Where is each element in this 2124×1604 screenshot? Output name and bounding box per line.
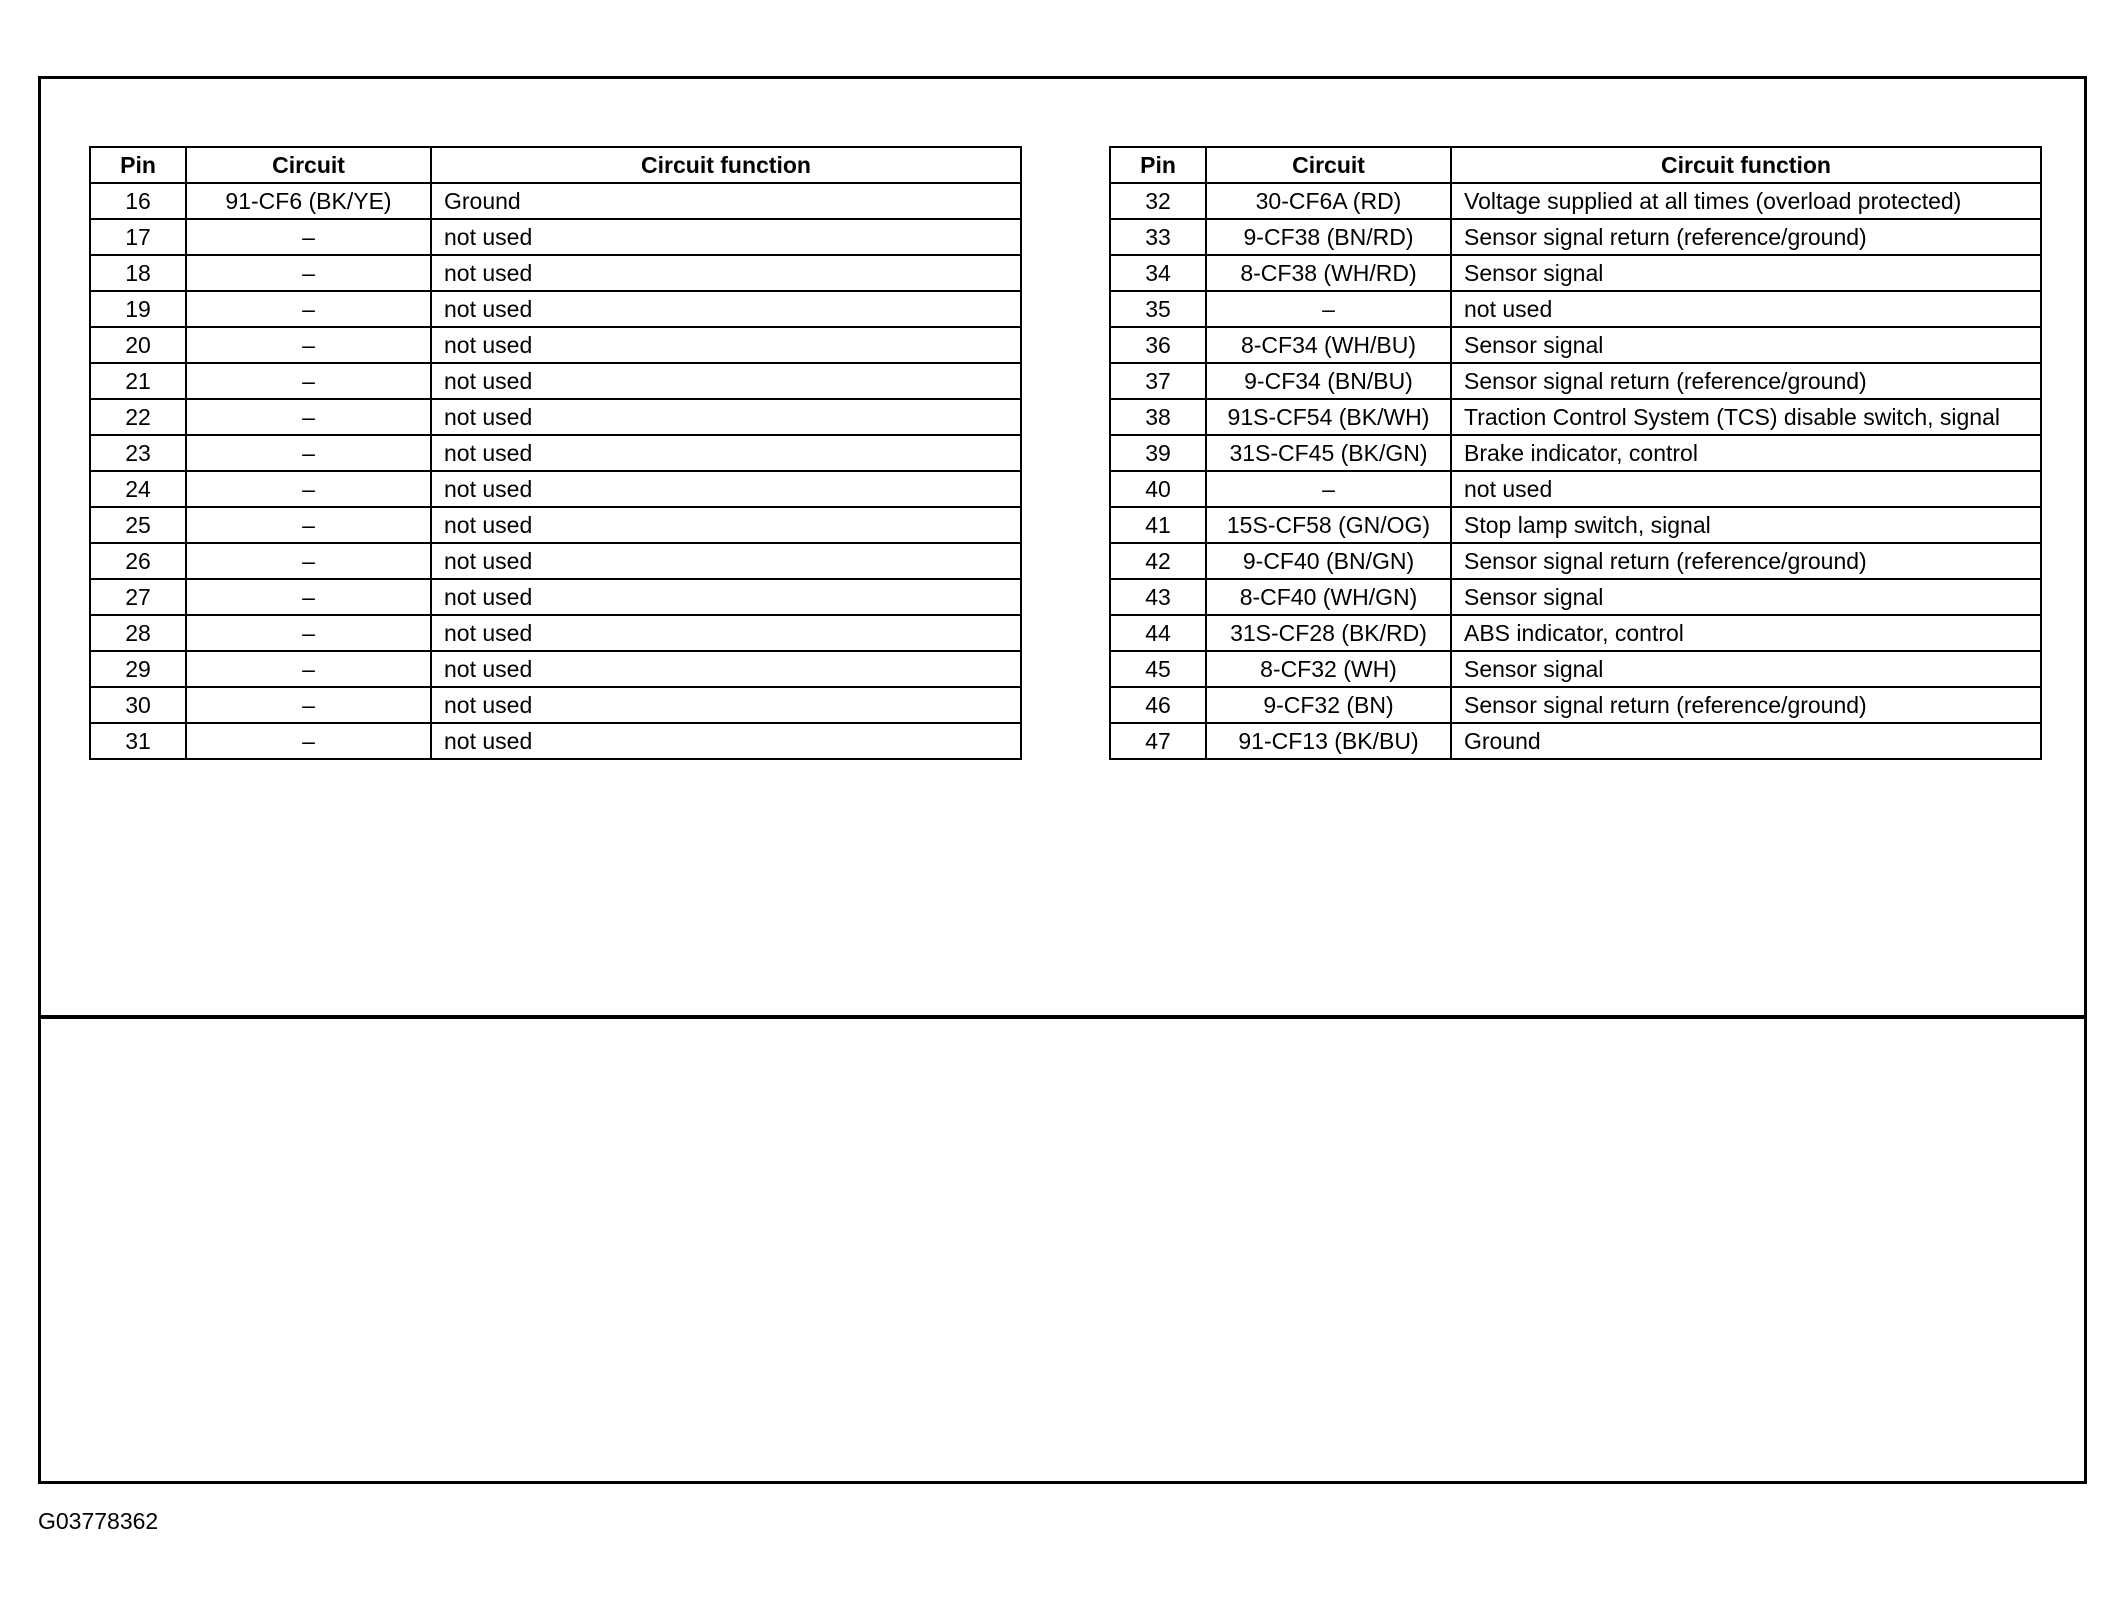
cell-pin: 30 (90, 687, 186, 723)
cell-circuit-function: Traction Control System (TCS) disable switch, signal (1451, 399, 2041, 435)
cell-pin: 25 (90, 507, 186, 543)
cell-circuit: 91-CF6 (BK/YE) (186, 183, 431, 219)
cell-circuit-function: Brake indicator, control (1451, 435, 2041, 471)
cell-pin: 21 (90, 363, 186, 399)
cell-circuit-function: not used (431, 615, 1021, 651)
cell-circuit: – (186, 327, 431, 363)
cell-circuit-function: not used (431, 291, 1021, 327)
cell-pin: 24 (90, 471, 186, 507)
table-row (90, 183, 1021, 219)
cell-circuit-function: not used (431, 219, 1021, 255)
cell-pin: 45 (1110, 651, 1206, 687)
cell-pin: 17 (90, 219, 186, 255)
table-row (1110, 723, 2041, 759)
table-row (90, 723, 1021, 759)
cell-circuit-function: not used (431, 579, 1021, 615)
cell-circuit: – (186, 291, 431, 327)
cell-pin: 42 (1110, 543, 1206, 579)
table-row (90, 471, 1021, 507)
table-row (1110, 183, 2041, 219)
table-row (1110, 435, 2041, 471)
table-row (1110, 687, 2041, 723)
cell-circuit: – (186, 471, 431, 507)
cell-pin: 32 (1110, 183, 1206, 219)
cell-circuit-function: Ground (431, 183, 1021, 219)
cell-circuit: – (186, 723, 431, 759)
cell-circuit: 8-CF38 (WH/RD) (1206, 255, 1451, 291)
table-row (90, 291, 1021, 327)
cell-pin: 37 (1110, 363, 1206, 399)
table-header-row (90, 147, 1021, 183)
section-divider (41, 1015, 2084, 1019)
cell-pin: 23 (90, 435, 186, 471)
pin-table-left (89, 146, 1022, 760)
cell-circuit: – (186, 363, 431, 399)
document-frame (38, 76, 2087, 1484)
cell-circuit-function: Sensor signal (1451, 255, 2041, 291)
cell-circuit: 9-CF32 (BN) (1206, 687, 1451, 723)
cell-circuit: 15S-CF58 (GN/OG) (1206, 507, 1451, 543)
header-circuit: Circuit (1206, 147, 1451, 183)
cell-pin: 46 (1110, 687, 1206, 723)
table-row (90, 687, 1021, 723)
cell-circuit: – (186, 687, 431, 723)
cell-circuit: – (186, 507, 431, 543)
cell-pin: 19 (90, 291, 186, 327)
cell-circuit-function: Voltage supplied at all times (overload protected) (1451, 183, 2041, 219)
cell-circuit-function: not used (431, 543, 1021, 579)
cell-pin: 22 (90, 399, 186, 435)
cell-pin: 44 (1110, 615, 1206, 651)
table-header-row (1110, 147, 2041, 183)
cell-circuit: 31S-CF45 (BK/GN) (1206, 435, 1451, 471)
cell-circuit-function: not used (431, 363, 1021, 399)
table-row (90, 615, 1021, 651)
cell-circuit-function: not used (431, 255, 1021, 291)
cell-pin: 35 (1110, 291, 1206, 327)
cell-circuit: 91-CF13 (BK/BU) (1206, 723, 1451, 759)
table-row (1110, 363, 2041, 399)
cell-circuit-function: Sensor signal (1451, 579, 2041, 615)
cell-circuit-function: Sensor signal return (reference/ground) (1451, 219, 2041, 255)
table-row (90, 579, 1021, 615)
cell-circuit: 8-CF40 (WH/GN) (1206, 579, 1451, 615)
table-row (1110, 327, 2041, 363)
table-row (90, 363, 1021, 399)
cell-circuit-function: not used (1451, 291, 2041, 327)
header-pin: Pin (1110, 147, 1206, 183)
cell-pin: 34 (1110, 255, 1206, 291)
cell-circuit: – (186, 615, 431, 651)
cell-circuit: 9-CF38 (BN/RD) (1206, 219, 1451, 255)
cell-circuit: – (1206, 291, 1451, 327)
pin-table-right (1109, 146, 2042, 760)
cell-pin: 40 (1110, 471, 1206, 507)
cell-circuit: – (186, 399, 431, 435)
cell-pin: 16 (90, 183, 186, 219)
table-row (90, 435, 1021, 471)
cell-circuit: – (186, 435, 431, 471)
cell-circuit-function: not used (431, 723, 1021, 759)
cell-pin: 38 (1110, 399, 1206, 435)
table-row (1110, 471, 2041, 507)
cell-circuit: 91S-CF54 (BK/WH) (1206, 399, 1451, 435)
table-row (1110, 651, 2041, 687)
cell-circuit: 30-CF6A (RD) (1206, 183, 1451, 219)
cell-circuit-function: not used (1451, 471, 2041, 507)
table-row (90, 543, 1021, 579)
cell-circuit: – (186, 255, 431, 291)
header-pin: Pin (90, 147, 186, 183)
table-row (90, 507, 1021, 543)
table-row (90, 651, 1021, 687)
cell-circuit-function: not used (431, 651, 1021, 687)
cell-circuit-function: not used (431, 471, 1021, 507)
header-circuit-function: Circuit function (431, 147, 1021, 183)
cell-circuit: 8-CF32 (WH) (1206, 651, 1451, 687)
cell-circuit: – (186, 219, 431, 255)
cell-circuit-function: not used (431, 399, 1021, 435)
figure-id: G03778362 (38, 1508, 159, 1534)
cell-circuit: – (186, 579, 431, 615)
cell-circuit-function: Stop lamp switch, signal (1451, 507, 2041, 543)
cell-pin: 18 (90, 255, 186, 291)
cell-circuit-function: ABS indicator, control (1451, 615, 2041, 651)
table-row (90, 255, 1021, 291)
table-row (90, 219, 1021, 255)
cell-pin: 41 (1110, 507, 1206, 543)
table-row (1110, 399, 2041, 435)
cell-pin: 36 (1110, 327, 1206, 363)
cell-circuit: 9-CF40 (BN/GN) (1206, 543, 1451, 579)
table-row (1110, 543, 2041, 579)
cell-pin: 28 (90, 615, 186, 651)
table-row (90, 399, 1021, 435)
cell-pin: 29 (90, 651, 186, 687)
table-row (1110, 579, 2041, 615)
table-row (1110, 507, 2041, 543)
cell-pin: 43 (1110, 579, 1206, 615)
header-circuit: Circuit (186, 147, 431, 183)
cell-pin: 26 (90, 543, 186, 579)
table-row (90, 327, 1021, 363)
cell-circuit: 9-CF34 (BN/BU) (1206, 363, 1451, 399)
table-row (1110, 291, 2041, 327)
cell-pin: 47 (1110, 723, 1206, 759)
cell-pin: 31 (90, 723, 186, 759)
header-circuit-function: Circuit function (1451, 147, 2041, 183)
cell-circuit: – (186, 543, 431, 579)
table-row (1110, 255, 2041, 291)
cell-circuit-function: Sensor signal (1451, 651, 2041, 687)
cell-circuit: – (186, 651, 431, 687)
cell-circuit-function: not used (431, 327, 1021, 363)
cell-circuit-function: Sensor signal return (reference/ground) (1451, 543, 2041, 579)
cell-pin: 39 (1110, 435, 1206, 471)
cell-circuit-function: Sensor signal return (reference/ground) (1451, 687, 2041, 723)
cell-circuit-function: not used (431, 687, 1021, 723)
cell-pin: 27 (90, 579, 186, 615)
table-row (1110, 219, 2041, 255)
cell-circuit-function: Sensor signal (1451, 327, 2041, 363)
cell-circuit: 8-CF34 (WH/BU) (1206, 327, 1451, 363)
table-row (1110, 615, 2041, 651)
cell-pin: 33 (1110, 219, 1206, 255)
cell-circuit-function: Ground (1451, 723, 2041, 759)
cell-circuit-function: Sensor signal return (reference/ground) (1451, 363, 2041, 399)
cell-pin: 20 (90, 327, 186, 363)
cell-circuit-function: not used (431, 507, 1021, 543)
cell-circuit: – (1206, 471, 1451, 507)
cell-circuit-function: not used (431, 435, 1021, 471)
cell-circuit: 31S-CF28 (BK/RD) (1206, 615, 1451, 651)
